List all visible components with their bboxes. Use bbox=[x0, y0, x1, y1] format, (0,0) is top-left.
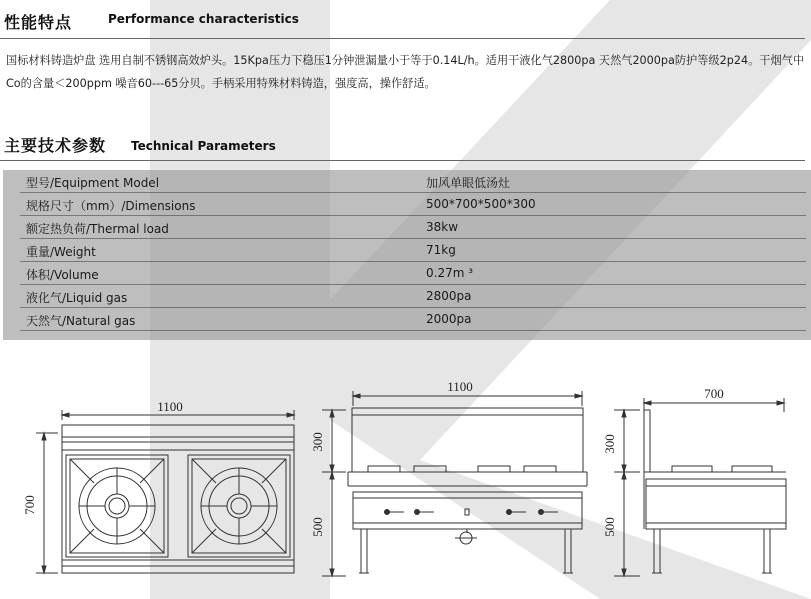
side-view-leg-height-label: 500 bbox=[602, 517, 617, 537]
technical-title-cn: 主要技术参数 bbox=[4, 136, 107, 155]
top-view-width-label: 1100 bbox=[157, 399, 183, 414]
param-name: 规格尺寸（mm）/Dimensions bbox=[26, 199, 196, 213]
param-name: 重量/Weight bbox=[26, 245, 96, 259]
side-view-drawing bbox=[614, 398, 786, 576]
side-view-back-height-label: 300 bbox=[602, 434, 617, 454]
performance-title-en: Performance characteristics bbox=[108, 12, 299, 26]
front-view-back-height-label: 300 bbox=[310, 432, 325, 452]
side-view-depth-label: 700 bbox=[704, 386, 724, 401]
top-view-depth-label: 700 bbox=[22, 495, 37, 515]
top-view-drawing bbox=[36, 410, 294, 573]
param-value: 0.27m ³ bbox=[426, 266, 474, 280]
param-value: 2800pa bbox=[426, 289, 472, 303]
technical-title-en: Technical Parameters bbox=[131, 139, 276, 153]
performance-description: 国标材料铸造炉盘 选用自制不锈钢高效炉头。15Kpa压力下稳压1分钟泄漏量小于等于0.14L/h。适用干液化气2800pa 天然气2000pa防护等级2p24。干烟气中Co的含量＜200ppm 噪音60---65分贝。手柄采用特殊材料铸造，强度高，操作舒适。 bbox=[6, 54, 805, 90]
front-view-drawing bbox=[322, 391, 587, 576]
param-name: 额定热负荷/Thermal load bbox=[26, 222, 169, 236]
param-name: 天然气/Natural gas bbox=[26, 314, 136, 328]
param-name: 型号/Equipment Model bbox=[26, 176, 160, 190]
param-name: 体积/Volume bbox=[26, 268, 99, 282]
param-value: 加风单眼低汤灶 bbox=[426, 176, 511, 190]
param-value: 500*700*500*300 bbox=[426, 197, 536, 211]
param-value: 38kw bbox=[426, 220, 459, 234]
param-value: 2000pa bbox=[426, 312, 472, 326]
front-view-width-label: 1100 bbox=[447, 379, 473, 394]
param-value: 71kg bbox=[426, 243, 456, 257]
param-name: 液化气/Liquid gas bbox=[26, 291, 128, 305]
performance-title-cn: 性能特点 bbox=[4, 13, 73, 32]
front-view-leg-height-label: 500 bbox=[310, 517, 325, 537]
